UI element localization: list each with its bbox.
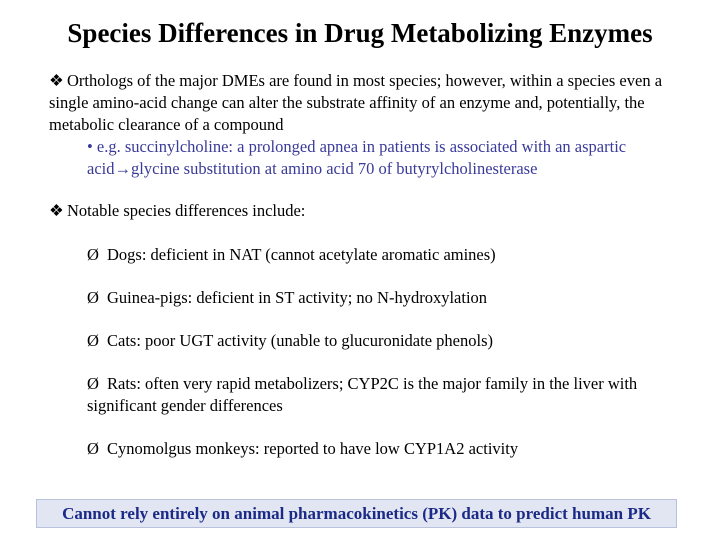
list-item-text: Cats: poor UGT activity (unable to glucuronidate phenols) <box>107 331 493 350</box>
example-subpoint <box>87 136 687 180</box>
example-text: e.g. succinylcholine: a prolonged apnea in patients is associated with an aspartic acid→glycine substitution at amino acid 70 of butyrylcholinesterase <box>87 137 627 178</box>
intro-paragraph <box>49 70 689 136</box>
list-item <box>87 244 687 266</box>
arrow-bullet-icon: Ø <box>87 245 99 264</box>
list-item <box>87 330 687 352</box>
diamond-bullet-icon: ❖ <box>49 71 64 90</box>
differences-heading-text: Notable species differences include: <box>67 201 306 220</box>
dot-bullet-icon: • <box>87 137 93 156</box>
arrow-bullet-icon: Ø <box>87 374 99 393</box>
conclusion-banner: Cannot rely entirely on animal pharmacokinetics (PK) data to predict human PK <box>36 499 677 528</box>
list-item-text: Rats: often very rapid metabolizers; CYP2C is the major family in the liver with significant gender differences <box>87 374 638 415</box>
diamond-bullet-icon: ❖ <box>49 201 64 220</box>
list-item <box>87 438 687 460</box>
arrow-bullet-icon: Ø <box>87 288 99 307</box>
list-item <box>87 287 687 309</box>
arrow-bullet-icon: Ø <box>87 439 99 458</box>
list-item-text: Guinea-pigs: deficient in ST activity; no N-hydroxylation <box>107 288 488 307</box>
differences-heading <box>49 201 305 221</box>
arrow-bullet-icon: Ø <box>87 331 99 350</box>
list-item-text: Dogs: deficient in NAT (cannot acetylate aromatic amines) <box>107 245 496 264</box>
list-item-text: Cynomolgus monkeys: reported to have low CYP1A2 activity <box>107 439 519 458</box>
intro-text: Orthologs of the major DMEs are found in most species; however, within a species even a single amino-acid change can alter the substrate affinity of an enzyme and, potentially, the metabolic clearance of a compound <box>49 71 663 134</box>
list-item <box>87 373 687 417</box>
slide-title: Species Differences in Drug Metabolizing Enzymes <box>67 18 653 48</box>
